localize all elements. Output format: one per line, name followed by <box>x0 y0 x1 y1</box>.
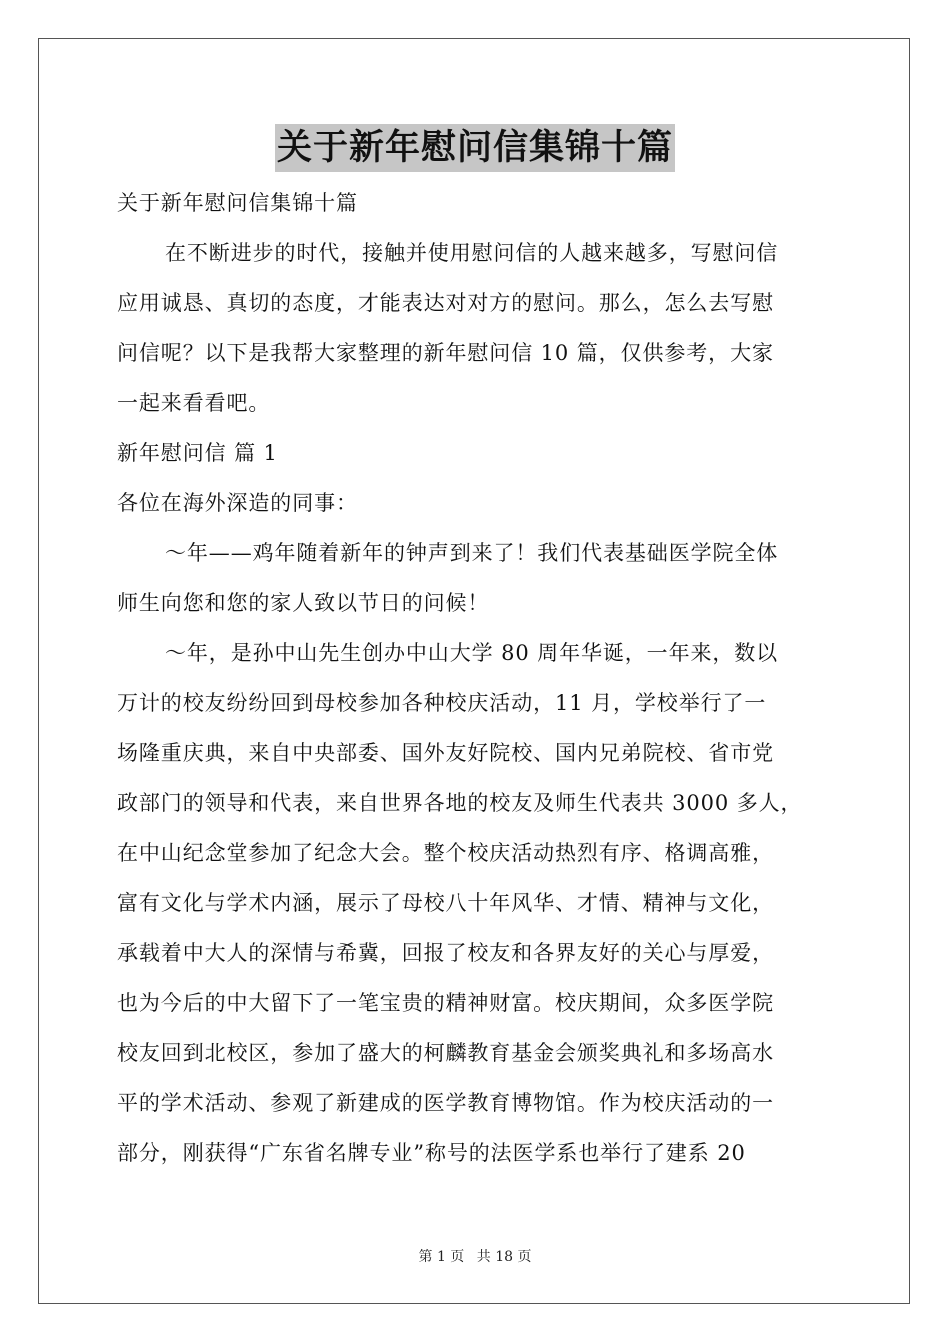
paragraph-line: 部分，刚获得“广东省名牌专业”称号的法医学系也举行了建系 20 <box>117 1141 746 1165</box>
paragraph-line: ～年——鸡年随着新年的钟声到来了！我们代表基础医学院全体 <box>165 541 779 565</box>
paragraph-line: 平的学术活动、参观了新建成的医学教育博物馆。作为校庆活动的一 <box>117 1091 774 1115</box>
page-footer <box>0 1246 950 1266</box>
paragraph-line: ～年，是孙中山先生创办中山大学 80 周年华诞，一年来，数以 <box>165 641 779 665</box>
paragraph-line: 富有文化与学术内涵，展示了母校八十年风华、才情、精神与文化， <box>117 891 774 915</box>
paragraph-line: 师生向您和您的家人致以节日的问候！ <box>117 591 490 615</box>
paragraph-line: 问信呢？以下是我帮大家整理的新年慰问信 10 篇，仅供参考，大家 <box>117 341 774 365</box>
paragraph-line: 校友回到北校区，参加了盛大的柯麟教育基金会颁奖典礼和多场高水 <box>117 1041 774 1065</box>
subtitle-line: 关于新年慰问信集锦十篇 <box>117 191 358 215</box>
paragraph-line: 应用诚恳、真切的态度，才能表达对对方的慰问。那么，怎么去写慰 <box>117 291 774 315</box>
page-total: 共 18 页 <box>476 1249 532 1265</box>
paragraph-line: 一起来看看吧。 <box>117 391 271 415</box>
paragraph-line: 在中山纪念堂参加了纪念大会。整个校庆活动热烈有序、格调高雅， <box>117 841 774 865</box>
paragraph-line: 万计的校友纷纷回到母校参加各种校庆活动，11 月，学校举行了一 <box>117 691 767 715</box>
paragraph-line: 政部门的领导和代表，来自世界各地的校友及师生代表共 3000 多人， <box>117 791 803 815</box>
salutation-line: 各位在海外深造的同事： <box>117 491 358 515</box>
page-number: 第 1 页 <box>418 1249 465 1265</box>
paragraph-line: 也为今后的中大留下了一笔宝贵的精神财富。校庆期间，众多医学院 <box>117 991 774 1015</box>
section-heading: 新年慰问信 篇 1 <box>117 441 278 465</box>
title-wrap <box>0 124 950 172</box>
document-body <box>117 178 841 1178</box>
document-title: 关于新年慰问信集锦十篇 <box>275 124 675 172</box>
paragraph-line: 承载着中大人的深情与希冀，回报了校友和各界友好的关心与厚爱， <box>117 941 774 965</box>
paragraph-line: 场隆重庆典，来自中央部委、国外友好院校、国内兄弟院校、省市党 <box>117 741 774 765</box>
paragraph-line: 在不断进步的时代，接触并使用慰问信的人越来越多，写慰问信 <box>165 241 779 265</box>
